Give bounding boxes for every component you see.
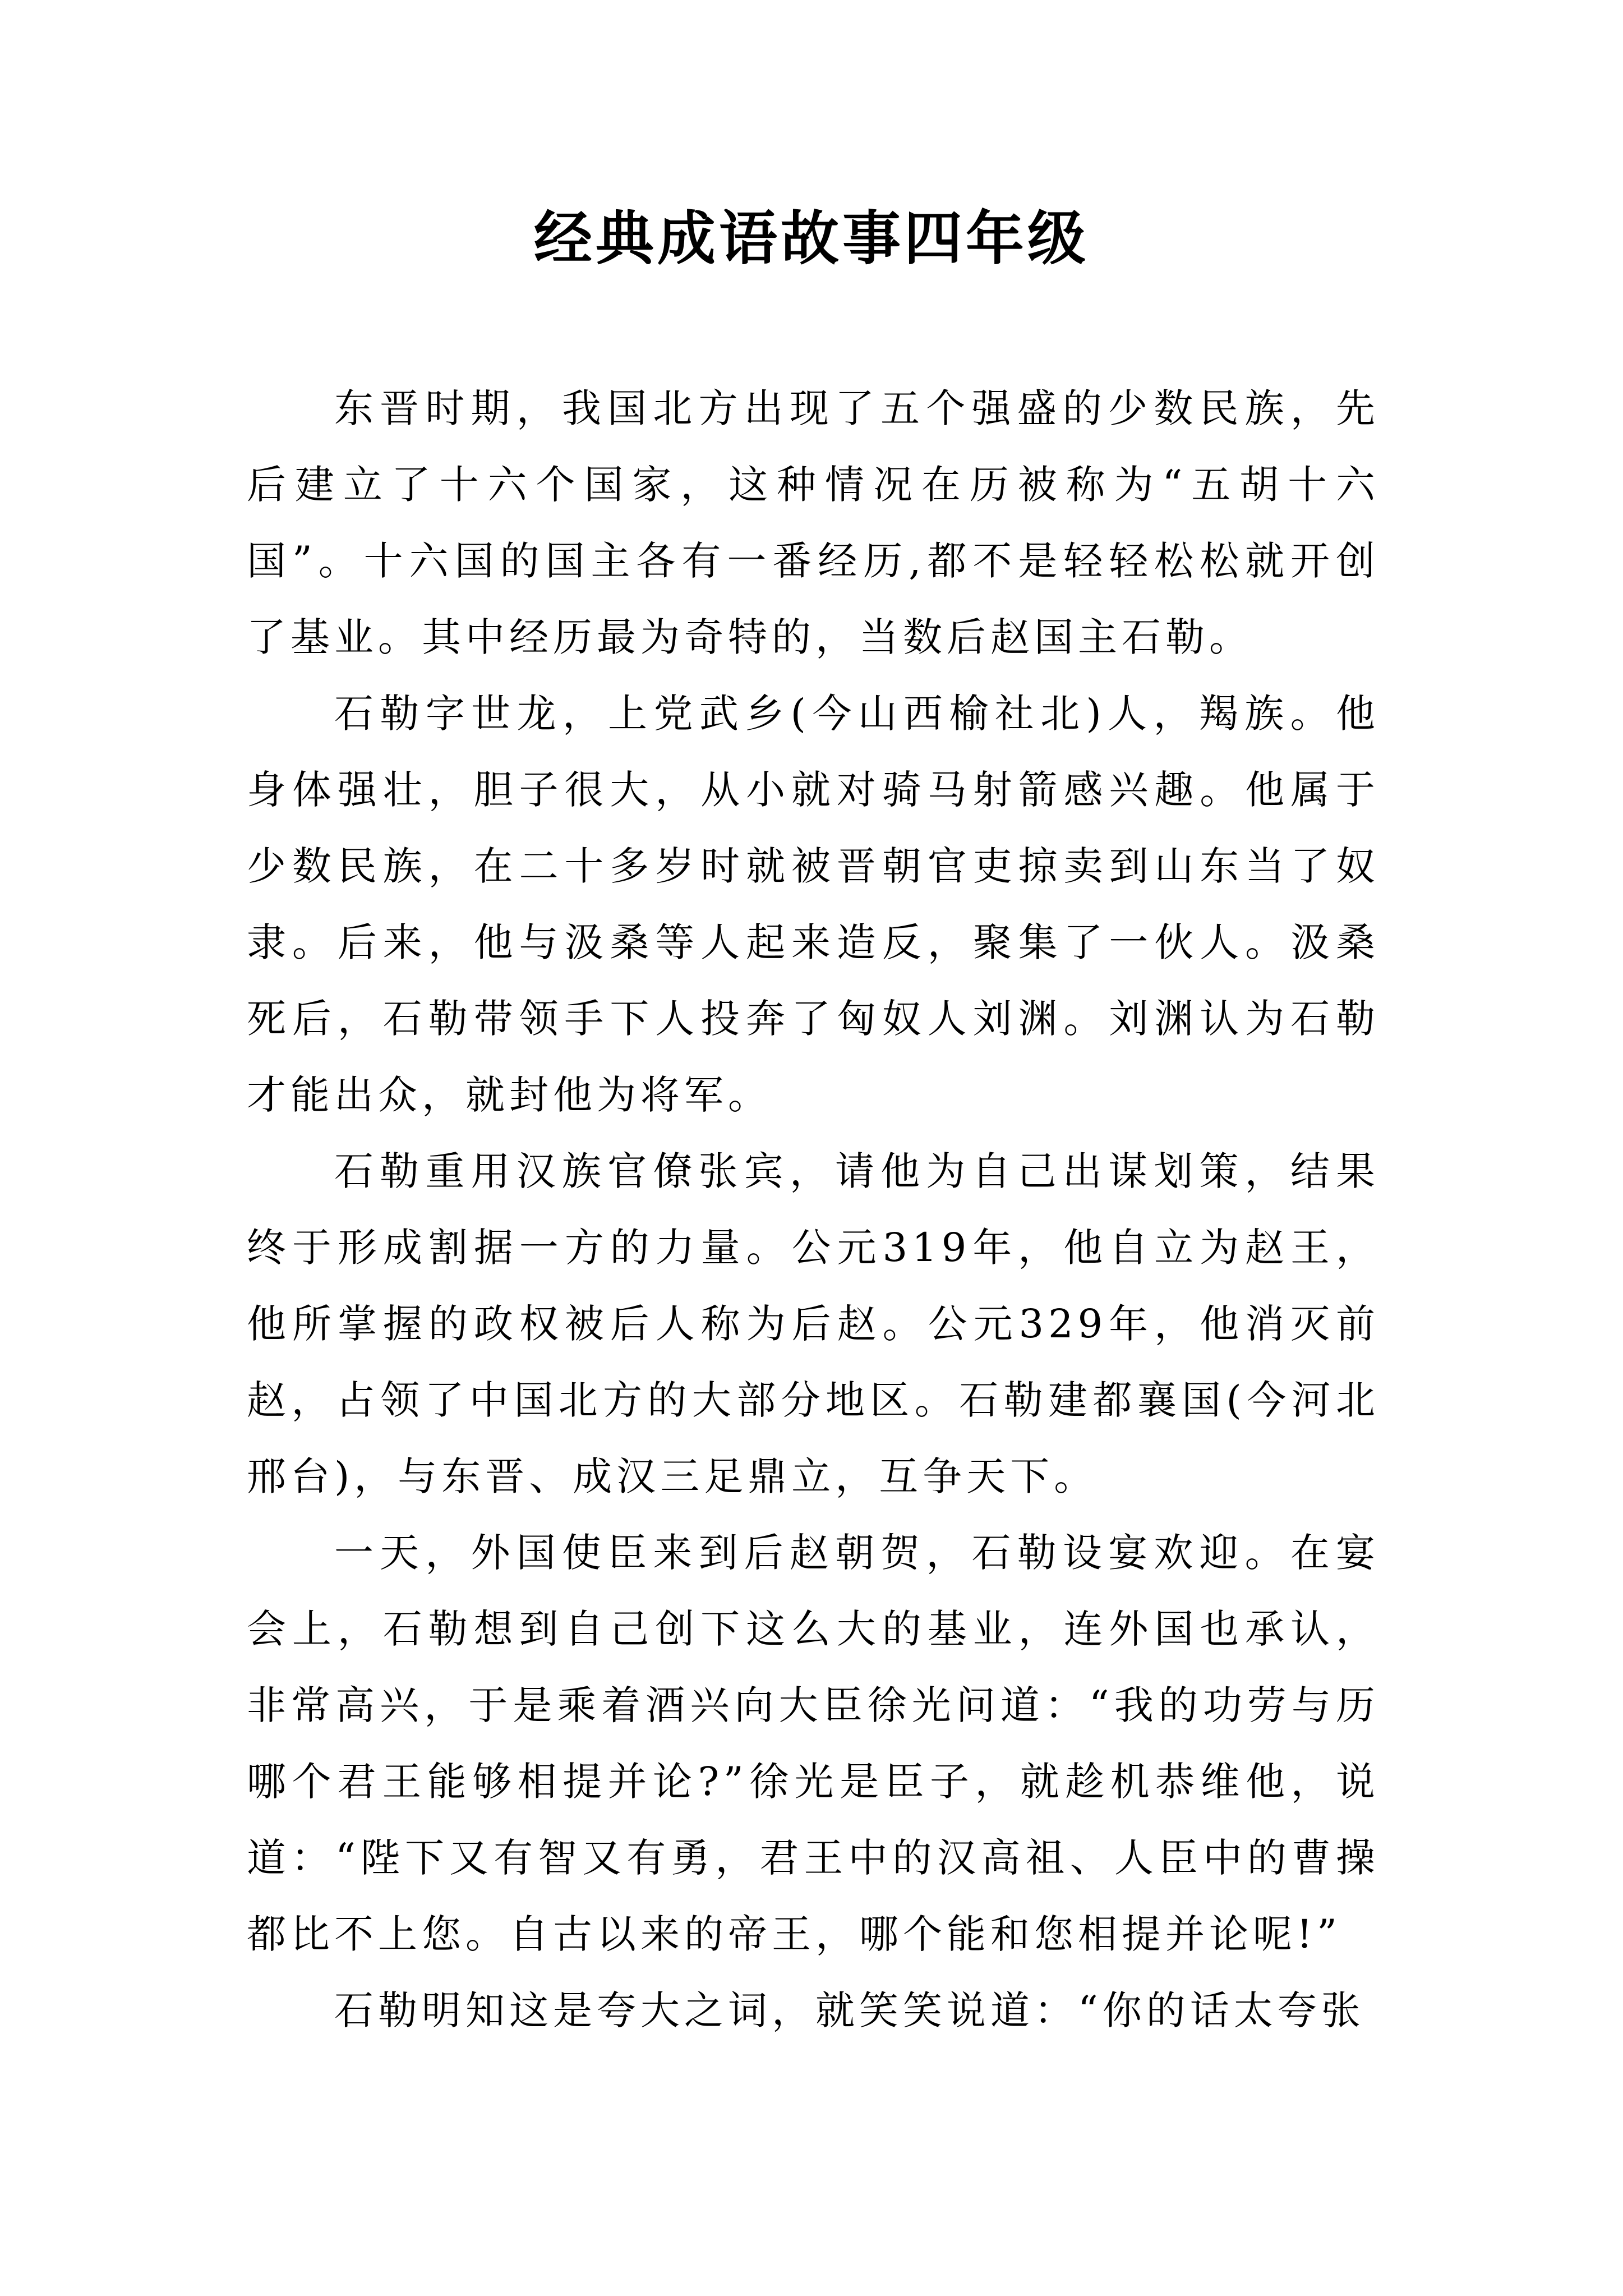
paragraph-3: 石勒重用汉族官僚张宾，请他为自己出谋划策，结果终于形成割据一方的力量。公元319年，他自立为赵王，他所掌握的政权被后人称为后赵。公元329年，他消灭前赵，占领了中国北方的大部分地区。石勒建都襄国(今河北邢台)，与东晋、成汉三足鼎立，互争天下。	[247, 1148, 1380, 1499]
document-body	[247, 370, 1380, 2049]
paragraph-2: 石勒字世龙，上党武乡(今山西榆社北)人，羯族。他身体强壮，胆子很大，从小就对骑马射箭感兴趣。他属于少数民族，在二十多岁时就被晋朝官吏掠卖到山东当了奴隶。后来，他与汲桑等人起来造反，聚集了一伙人。汲桑死后，石勒带领手下人投奔了匈奴人刘渊。刘渊认为石勒才能出众，就封他为将军。	[247, 691, 1380, 1118]
paragraph-5: 石勒明知这是夸大之词，就笑笑说道：“你的话太夸张	[334, 1987, 1365, 2033]
paragraph-1: 东晋时期，我国北方出现了五个强盛的少数民族，先后建立了十六个国家，这种情况在历被称为“五胡十六国”。十六国的国主各有一番经历,都不是轻轻松松就开创了基业。其中经历最为奇特的，当数后赵国主石勒。	[247, 385, 1380, 660]
paragraph-4: 一天，外国使臣来到后赵朝贺，石勒设宴欢迎。在宴会上，石勒想到自己创下这么大的基业，连外国也承认，非常高兴，于是乘着酒兴向大臣徐光问道：“我的功劳与历哪个君王能够相提并论?”徐光是臣子，就趁机恭维他，说道：“陛下又有智又有勇，君王中的汉高祖、人臣中的曹操都比不上您。自古以来的帝王，哪个能和您相提并论呢!”	[247, 1530, 1380, 1957]
document-title: 经典成语故事四年级	[533, 204, 1089, 273]
